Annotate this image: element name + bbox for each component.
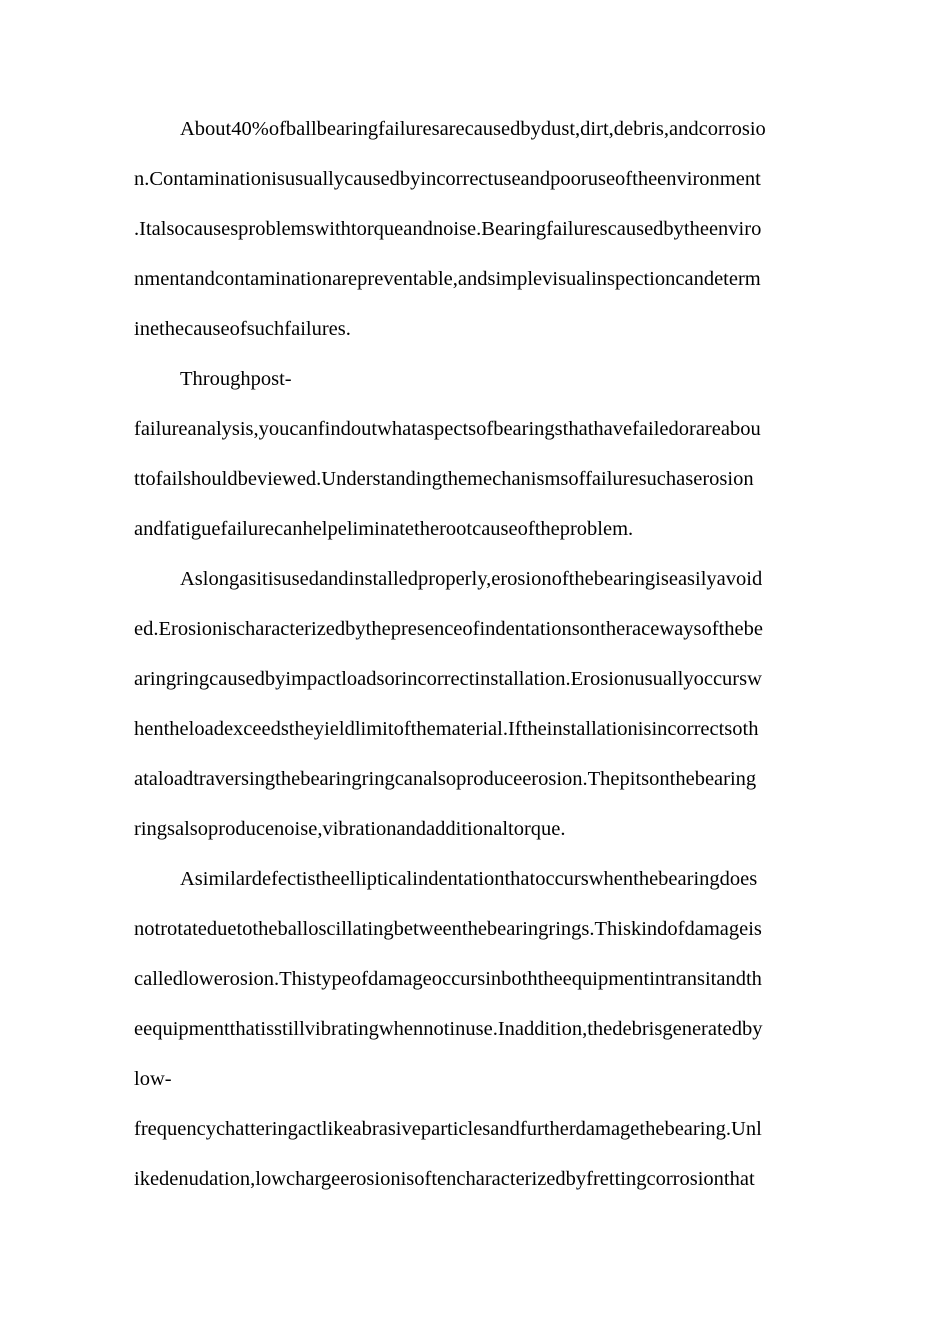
paragraph-3-line-5: ataloadtraversingthebearingringcanalsoproduceerosion.Thepitsonthebearing [134,768,757,790]
paragraph-4-line-5: low- [134,1068,172,1090]
paragraph-4-line-2: notrotateduetotheballoscillatingbetweenthebearingrings.Thiskindofdamageis [134,918,762,940]
paragraph-4-line-7: ikedenudation,lowchargeerosionisoftencharacterizedbyfrettingcorrosionthat [134,1168,755,1190]
paragraph-1-line-4: nmentandcontaminationarepreventable,andsimplevisualinspectioncandeterm [134,268,761,290]
paragraph-3-line-3: aringringcausedbyimpactloadsorincorrectinstallation.Erosionusuallyoccursw [134,668,762,690]
paragraph-4-line-1: Asimilardefectistheellipticalindentationthatoccurswhenthebearingdoes [180,868,758,890]
paragraph-3-line-4: hentheloadexceedstheyieldlimitofthematerial.Iftheinstallationisincorrectsoth [134,718,759,740]
paragraph-2-line-1: Throughpost- [180,368,292,390]
paragraph-2-line-3: ttofailshouldbeviewed.Understandingthemechanismsoffailuresuchaserosion [134,468,754,490]
paragraph-1-line-1: About40%ofballbearingfailuresarecausedbydust,dirt,debris,andcorrosio [180,118,766,140]
body-text [134,104,824,1204]
paragraph-3-line-1: Aslongasitisusedandinstalledproperly,erosionofthebearingiseasilyavoid [180,568,763,590]
paragraph-1-line-3: .Italsocausesproblemswithtorqueandnoise.Bearingfailurescausedbytheenviro [134,218,762,240]
paragraph-4-line-6: frequencychatteringactlikeabrasiveparticlesandfurtherdamagethebearing.Unl [134,1118,762,1140]
paragraph-1-line-2: n.Contaminationisusuallycausedbyincorrectuseandpooruseoftheenvironment [134,168,761,190]
paragraph-1-line-5: inethecauseofsuchfailures. [134,318,351,340]
paragraph-4-line-3: calledlowerosion.Thistypeofdamageoccursinboththeequipmentintransitandth [134,968,762,990]
paragraph-2-line-4: andfatiguefailurecanhelpeliminatetherootcauseoftheproblem. [134,518,634,540]
paragraph-4-line-4: eequipmentthatisstillvibratingwhennotinuse.Inaddition,thedebrisgeneratedby [134,1018,763,1040]
paragraph-3-line-6: ringsalsoproducenoise,vibrationandadditionaltorque. [134,818,566,840]
paragraph-2-line-2: failureanalysis,youcanfindoutwhataspectsofbearingsthathavefailedorareabou [134,418,761,440]
paragraph-3-line-2: ed.Erosionischaracterizedbythepresenceofindentationsontheracewaysofthebe [134,618,763,640]
